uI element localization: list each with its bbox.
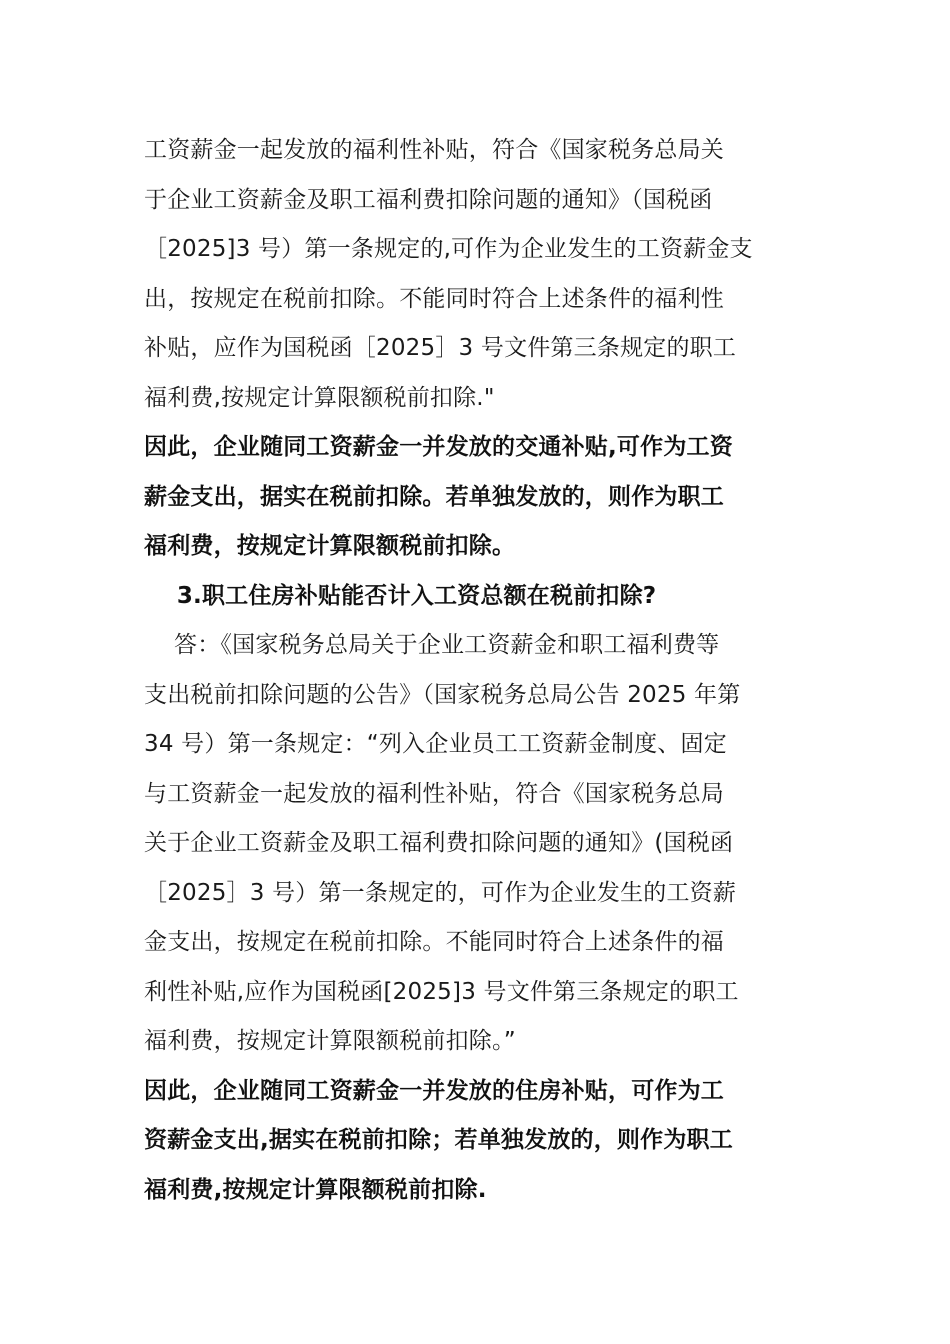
text-line: 关于企业工资薪金及职工福利费扣除问题的通知》(国税函 bbox=[144, 830, 734, 856]
text-line: 利性补贴,应作为国税函[2025]3 号文件第三条规定的职工 bbox=[144, 978, 739, 1005]
text-line: 出，按规定在税前扣除。不能同时符合上述条件的福利性 bbox=[144, 285, 724, 312]
conclusion-line: 福利费，按规定计算限额税前扣除。 bbox=[144, 533, 516, 559]
text-line: 支出税前扣除问题的公告》（国家税务总局公告 2025 年第 bbox=[144, 681, 741, 708]
question-heading: 3.职工住房补贴能否计入工资总额在税前扣除? bbox=[144, 582, 657, 609]
conclusion-line: 资薪金支出,据实在税前扣除；若单独发放的，则作为职工 bbox=[144, 1127, 733, 1153]
text-line: 工资薪金一起发放的福利性补贴，符合《国家税务总局关 bbox=[144, 137, 724, 163]
text-line: ［2025]3 号）第一条规定的,可作为企业发生的工资薪金支 bbox=[144, 236, 753, 262]
document-body bbox=[144, 126, 806, 1215]
conclusion-line: 因此，企业随同工资薪金一并发放的交通补贴,可作为工资 bbox=[144, 434, 733, 460]
text-line: ［2025］3 号）第一条规定的，可作为企业发生的工资薪 bbox=[144, 879, 737, 906]
text-line: 于企业工资薪金及职工福利费扣除问题的通知》（国税函 bbox=[144, 186, 713, 213]
text-line: 与工资薪金一起发放的福利性补贴，符合《国家税务总局 bbox=[144, 780, 724, 807]
text-line: 金支出，按规定在税前扣除。不能同时符合上述条件的福 bbox=[144, 929, 724, 955]
conclusion-line: 因此，企业随同工资薪金一并发放的住房补贴，可作为工 bbox=[144, 1077, 724, 1104]
conclusion-line: 福利费,按规定计算限额税前扣除. bbox=[144, 1176, 487, 1203]
conclusion-line: 薪金支出，据实在税前扣除。若单独发放的，则作为职工 bbox=[144, 483, 724, 510]
text-line: 福利费,按规定计算限额税前扣除." bbox=[144, 384, 495, 411]
text-line: 福利费，按规定计算限额税前扣除。” bbox=[144, 1028, 516, 1054]
text-line: 34 号）第一条规定：“列入企业员工工资薪金制度、固定 bbox=[144, 731, 727, 757]
answer-line: 答：《国家税务总局关于企业工资薪金和职工福利费等 bbox=[144, 632, 720, 658]
text-line: 补贴，应作为国税函［2025］3 号文件第三条规定的职工 bbox=[144, 335, 737, 361]
